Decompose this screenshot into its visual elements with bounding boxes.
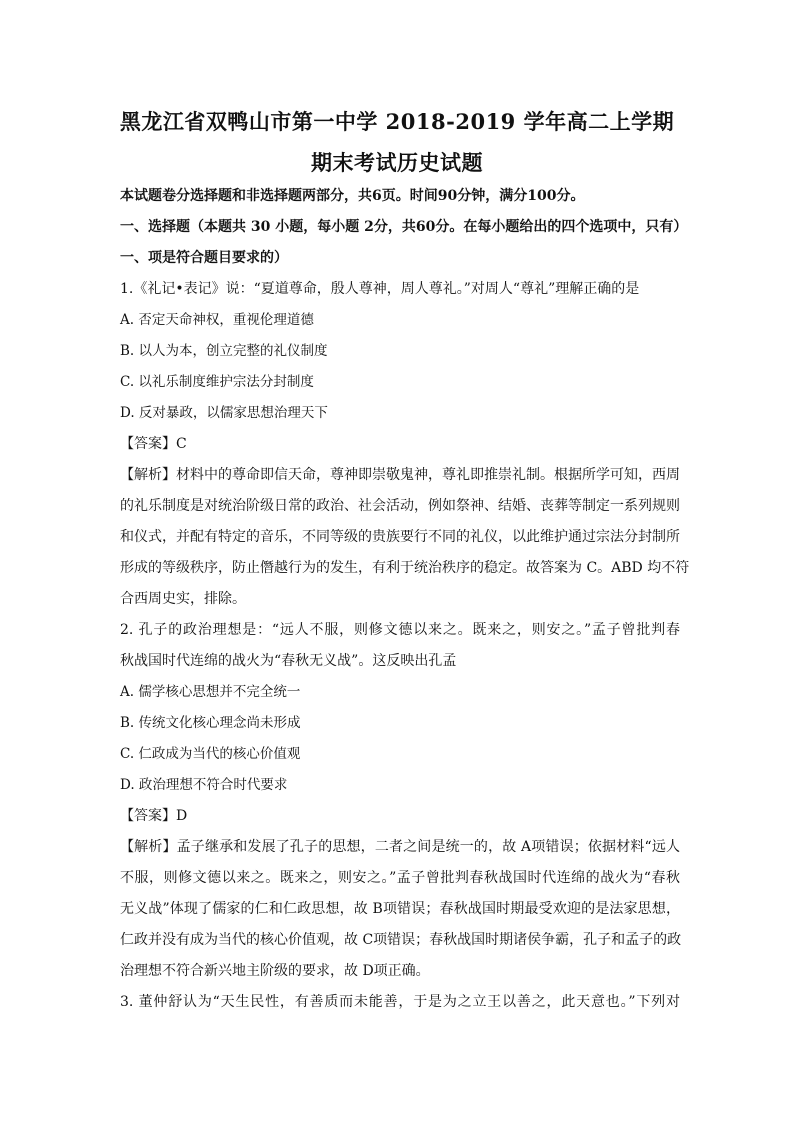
question-1-answer: 【答案】C <box>120 436 187 452</box>
question-2-option-b: B. 传统文化核心理念尚未形成 <box>120 715 301 731</box>
question-2-analysis-line: 无义战”体现了儒家的仁和仁政思想，故 B项错误；春秋战国时期最受欢迎的是法家思想， <box>120 901 680 917</box>
question-2-analysis-line: 治理想不符合新兴地主阶级的要求，故 D项正确。 <box>120 963 430 979</box>
question-2-stem: 秋战国时代连绵的战火为“春秋无义战”。这反映出孔孟 <box>120 653 457 669</box>
section-heading-line-2: 一、项是符合题目要求的） <box>120 250 288 266</box>
question-1-analysis-line: 形成的等级秩序，防止僭越行为的发生，有利于统治秩序的稳定。故答案为 C。ABD 均不符 <box>120 560 690 576</box>
document-title-line-2: 期末考试历史试题 <box>311 150 483 175</box>
question-2-option-c: C. 仁政成为当代的核心价值观 <box>120 746 301 762</box>
question-2-analysis-line: 【解析】孟子继承和发展了孔子的思想，二者之间是统一的，故 A项错误；依据材料“远人 <box>120 839 680 855</box>
question-1-analysis-line: 合西周史实，排除。 <box>120 591 246 607</box>
question-2-analysis-line: 不服，则修文德以来之。既来之，则安之。”孟子曾批判春秋战国时代连绵的战火为“春秋 <box>120 870 680 886</box>
question-2-answer: 【答案】D <box>120 808 188 824</box>
document-title-line-1: 黑龙江省双鸭山市第一中学 2018-2019 学年高二上学期 <box>119 109 675 134</box>
question-3-stem: 3. 董仲舒认为“天生民性，有善质而未能善，于是为之立王以善之，此天意也。”下列对 <box>120 994 680 1010</box>
question-1-stem: 1.《礼记•表记》说：“夏道尊命，殷人尊神，周人尊礼。”对周人“尊礼”理解正确的是 <box>120 281 640 297</box>
question-1-option-a: A. 否定天命神权，重视伦理道德 <box>120 312 314 328</box>
question-1-analysis-line: 和仪式，并配有特定的音乐，不同等级的贵族要行不同的礼仪，以此维护通过宗法分封制所 <box>120 529 680 545</box>
exam-intro: 本试题卷分选择题和非选择题两部分，共6页。时间90分钟，满分100分。 <box>120 188 585 204</box>
question-1-option-c: C. 以礼乐制度维护宗法分封制度 <box>120 374 314 390</box>
question-2-analysis-line: 仁政并没有成为当代的核心价值观，故 C项错误；春秋战国时期诸侯争霸，孔子和孟子的政 <box>120 932 682 948</box>
question-1-option-d: D. 反对暴政，以儒家思想治理天下 <box>120 405 328 421</box>
section-heading-line-1: 一、选择题（本题共 30 小题，每小题 2分，共60分。在每小题给出的四个选项中，只有） <box>120 219 688 235</box>
question-1-analysis-line: 【解析】材料中的尊命即信天命，尊神即崇敬鬼神，尊礼即推崇礼制。根据所学可知，西周 <box>120 467 680 483</box>
question-2-stem: 2. 孔子的政治理想是：“远人不服，则修文德以来之。既来之，则安之。”孟子曾批判春 <box>120 622 680 638</box>
question-1-option-b: B. 以人为本，创立完整的礼仪制度 <box>120 343 328 359</box>
question-2-option-a: A. 儒学核心思想并不完全统一 <box>120 684 301 700</box>
question-1-analysis-line: 的礼乐制度是对统治阶级日常的政治、社会活动，例如祭神、结婚、丧葬等制定一系列规则 <box>120 498 680 514</box>
question-2-option-d: D. 政治理想不符合时代要求 <box>120 777 288 793</box>
